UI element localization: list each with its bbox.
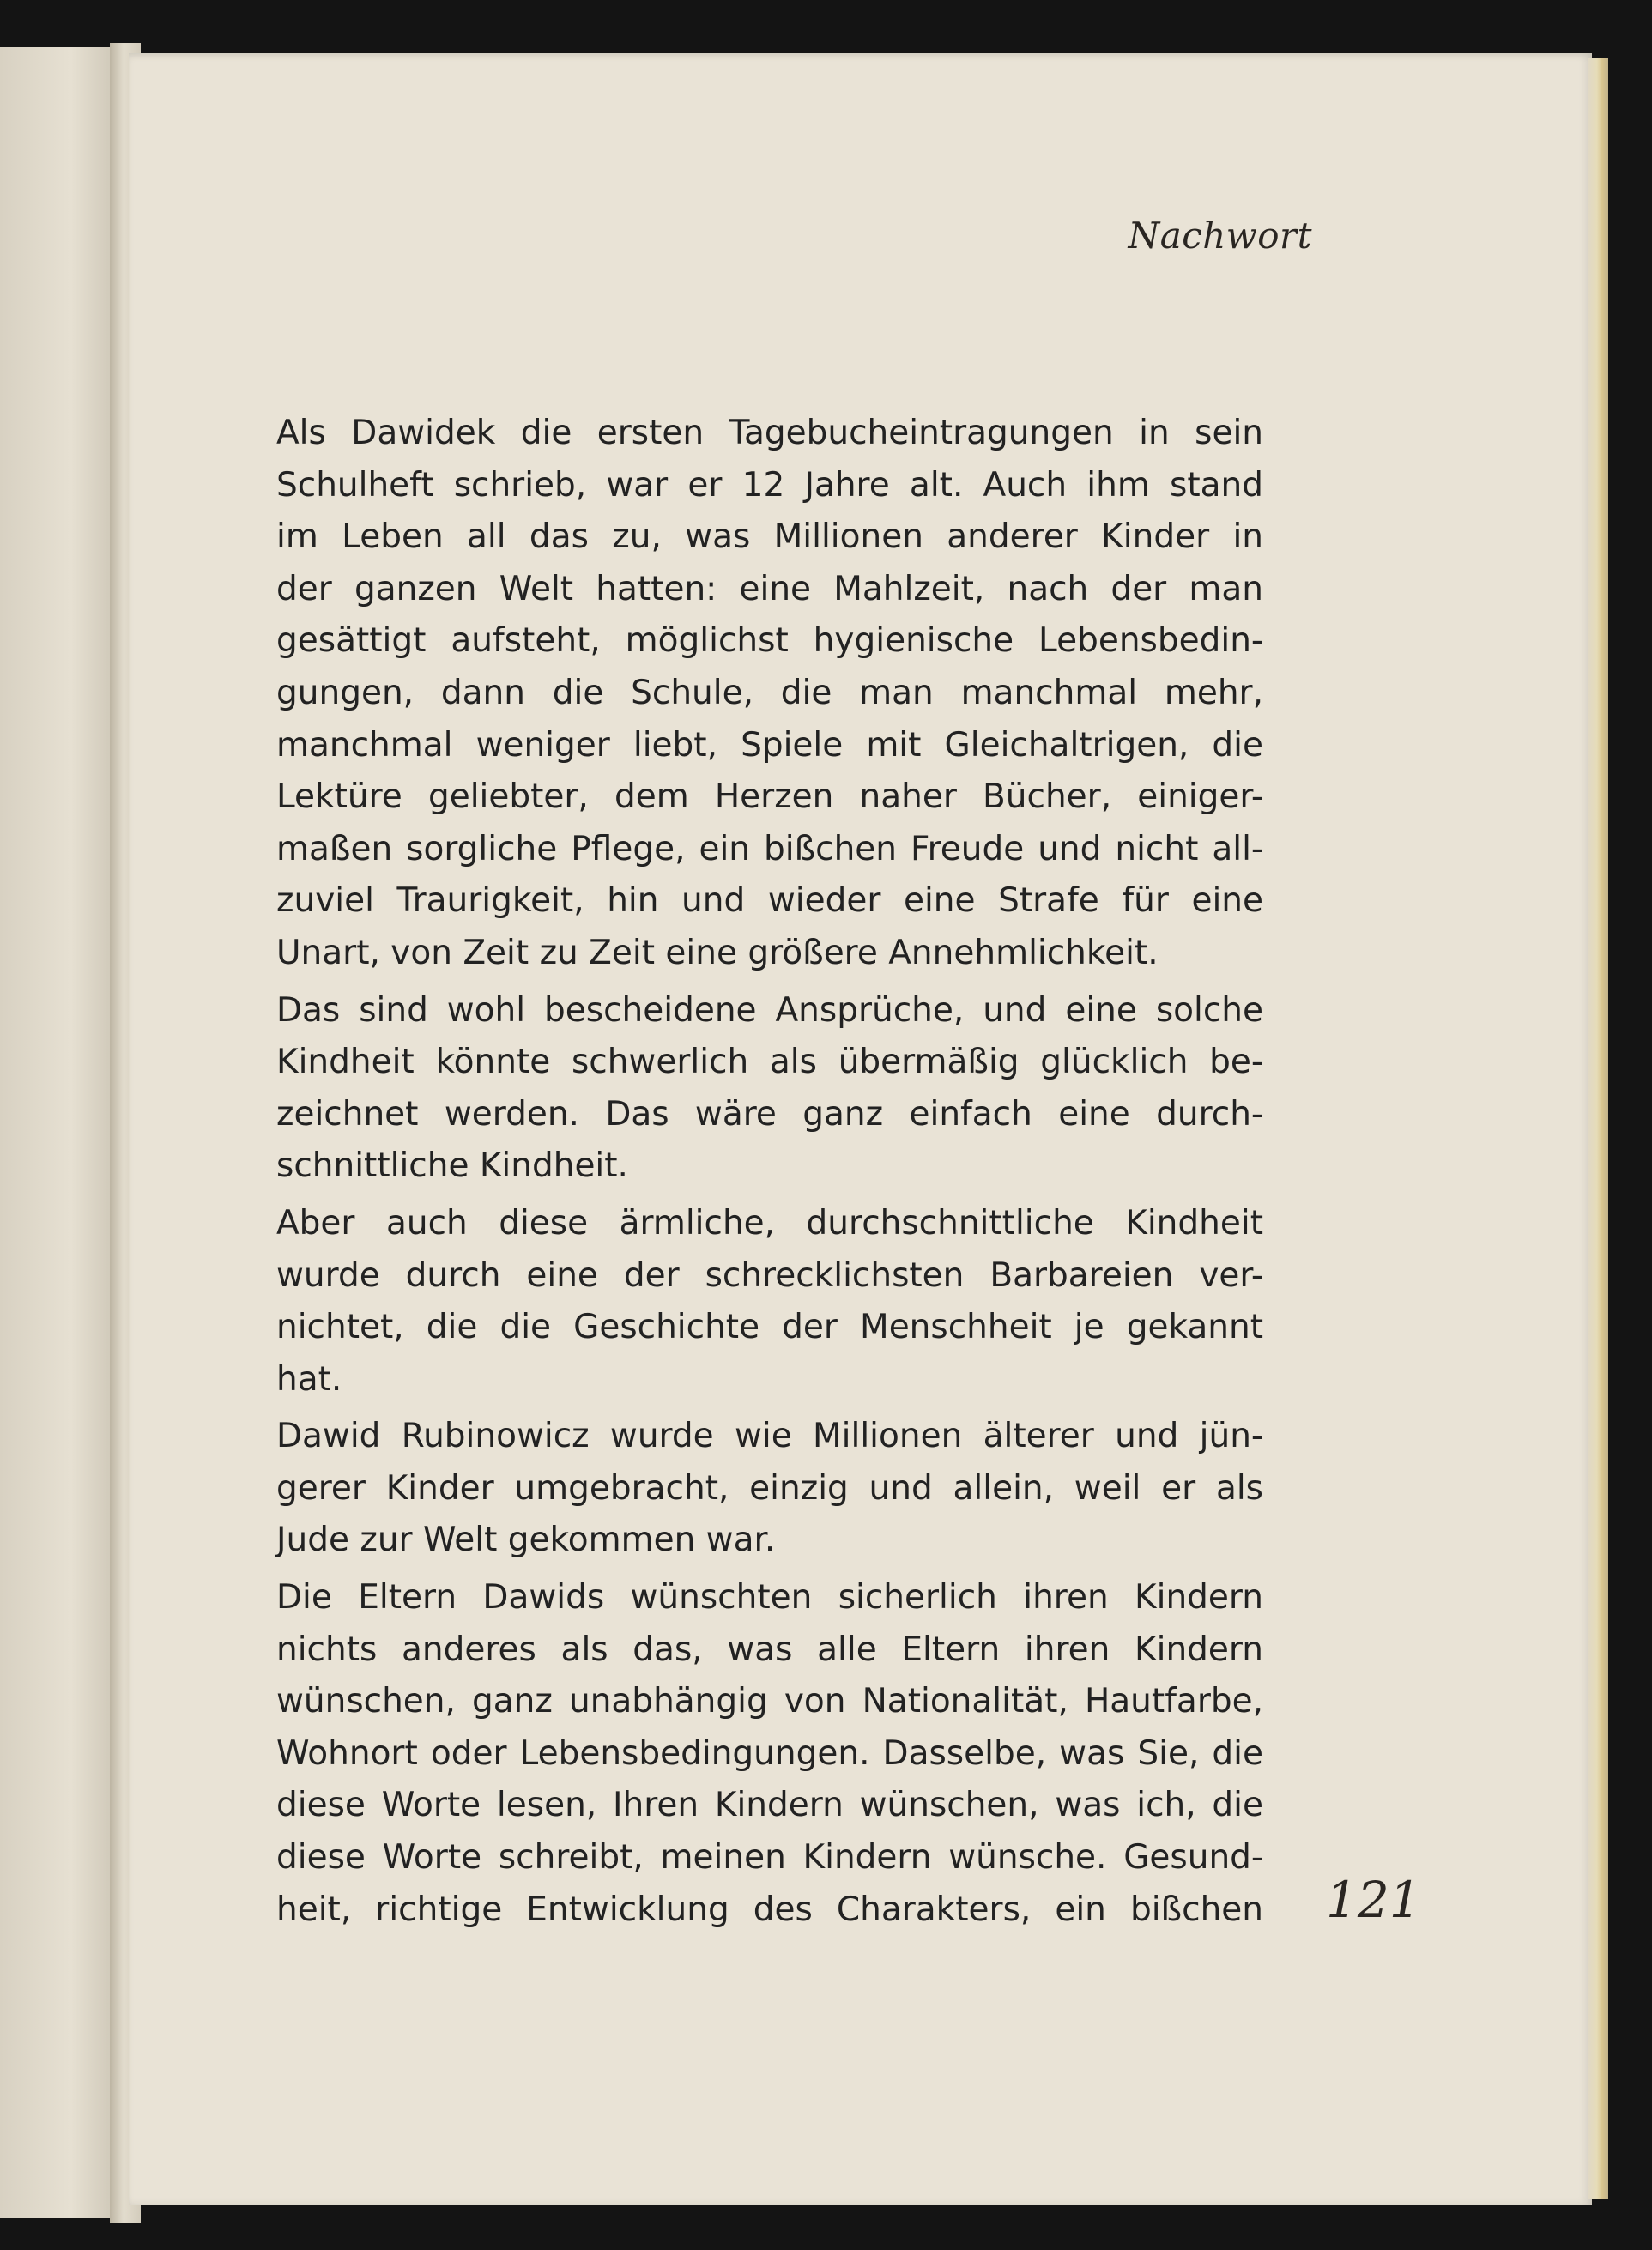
text-line: diese Worte lesen, Ihren Kindern wünschen, was ich, die — [276, 1786, 1263, 1825]
body-text — [276, 408, 1263, 1941]
running-head: Nachwort — [1128, 215, 1312, 257]
text-line: diese Worte schreibt, meinen Kindern wünsche. Gesund- — [276, 1838, 1263, 1878]
text-line: gungen, dann die Schule, die man manchmal mehr, — [276, 673, 1263, 712]
paragraph — [276, 408, 1263, 980]
text-line: wurde durch eine der schrecklichsten Barbareien ver- — [276, 1255, 1263, 1295]
text-line: Schulheft schrieb, war er 12 Jahre alt. Auch ihm stand — [276, 465, 1263, 505]
text-line: maßen sorgliche Pflege, ein bißchen Freude und nicht all- — [276, 829, 1263, 868]
text-line: zuviel Traurigkeit, hin und wieder eine Strafe für eine — [276, 881, 1263, 921]
text-line: Als Dawidek die ersten Tagebucheintragungen in sein — [276, 414, 1263, 452]
text-line: gerer Kinder umgebracht, einzig und allein, weil er als — [276, 1468, 1263, 1508]
page-stack-edge — [1588, 58, 1608, 2199]
text-line: Die Eltern Dawids wünschten sicherlich ihren Kindern — [276, 1578, 1263, 1618]
paragraph — [276, 985, 1263, 1193]
text-line: manchmal weniger liebt, Spiele mit Gleichaltrigen, die — [276, 725, 1263, 765]
text-line: Jude zur Welt gekommen war. — [276, 1521, 776, 1560]
text-line: heit, richtige Entwicklung des Charakters, ein bißchen — [276, 1890, 1263, 1929]
text-line: Lektüre geliebter, dem Herzen naher Bücher, einiger- — [276, 777, 1263, 817]
facing-page-edge — [0, 47, 118, 2218]
text-line: Das sind wohl bescheidene Ansprüche, und eine solche — [276, 990, 1263, 1030]
text-line: Unart, von Zeit zu Zeit eine größere Annehmlichkeit. — [276, 933, 1159, 972]
text-line: Kindheit könnte schwerlich als übermäßig glücklich be- — [276, 1043, 1263, 1082]
text-line: nichts anderes als das, was alle Eltern ihren Kindern — [276, 1630, 1263, 1669]
text-line: hat. — [276, 1359, 342, 1399]
text-line: schnittliche Kindheit. — [276, 1146, 628, 1186]
text-line: wünschen, ganz unabhängig von Nationalität, Hautfarbe, — [276, 1682, 1263, 1721]
text-line: gesättigt aufsteht, möglichst hygienische Lebensbedin- — [276, 621, 1263, 661]
text-line: Dawid Rubinowicz wurde wie Millionen älterer und jün- — [276, 1417, 1263, 1456]
paragraph — [276, 1198, 1263, 1406]
text-line: der ganzen Welt hatten: eine Mahlzeit, nach der man — [276, 569, 1263, 608]
page-number: 121 — [1326, 1871, 1421, 1929]
text-line: im Leben all das zu, was Millionen anderer Kinder in — [276, 517, 1263, 557]
text-line: Aber auch diese ärmliche, durchschnittliche Kindheit — [276, 1203, 1263, 1243]
text-line: nichtet, die die Geschichte der Menschheit je gekannt — [276, 1308, 1263, 1347]
text-line: zeichnet werden. Das wäre ganz einfach eine durch- — [276, 1094, 1263, 1134]
text-line: Wohnort oder Lebensbedingungen. Dasselbe, was Sie, die — [276, 1733, 1263, 1773]
paragraph — [276, 1411, 1263, 1567]
paragraph — [276, 1572, 1263, 1936]
